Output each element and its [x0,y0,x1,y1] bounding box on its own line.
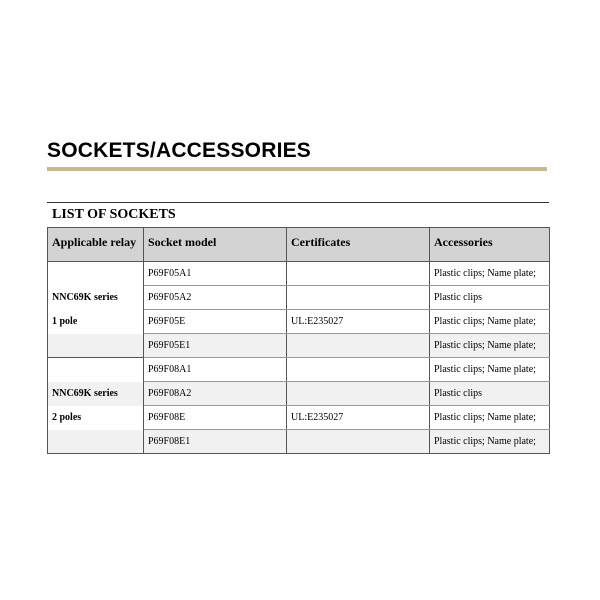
page-title: SOCKETS/ACCESSORIES [47,139,312,162]
table-row [48,358,550,382]
header-certificates: Certificates [287,228,430,262]
certificate-cell: UL:E235027 [287,406,430,430]
table-row [48,286,550,310]
sockets-table [47,227,550,454]
certificate-cell [287,382,430,406]
header-accessories: Accessories [430,228,550,262]
table-row [48,310,550,334]
socket-model-cell: P69F05E1 [144,334,287,358]
relay-cell [48,334,144,358]
relay-cell [48,262,144,286]
socket-model-cell: P69F08A2 [144,382,287,406]
header-applicable-relay: Applicable relay [48,228,144,262]
section-title: LIST OF SOCKETS [52,207,176,222]
relay-cell [48,430,144,454]
table-row [48,334,550,358]
socket-model-cell: P69F08E [144,406,287,430]
socket-model-cell: P69F05E [144,310,287,334]
accessories-cell: Plastic clips; Name plate; [430,262,550,286]
relay-cell: NNC69K series [48,286,144,310]
accessories-cell: Plastic clips; Name plate; [430,406,550,430]
table-row [48,382,550,406]
certificate-cell [287,358,430,382]
relay-cell [48,358,144,382]
socket-model-cell: P69F08A1 [144,358,287,382]
accessories-cell: Plastic clips; Name plate; [430,430,550,454]
certificate-cell: UL:E235027 [287,310,430,334]
relay-cell: NNC69K series [48,382,144,406]
table-row [48,262,550,286]
certificate-cell [287,286,430,310]
accessories-cell: Plastic clips; Name plate; [430,310,550,334]
socket-model-cell: P69F05A2 [144,286,287,310]
accessories-cell: Plastic clips [430,286,550,310]
accessories-cell: Plastic clips; Name plate; [430,358,550,382]
socket-model-cell: P69F08E1 [144,430,287,454]
certificate-cell [287,430,430,454]
table-row [48,406,550,430]
accessories-cell: Plastic clips; Name plate; [430,334,550,358]
section-divider [47,202,549,203]
relay-cell: 1 pole [48,310,144,334]
certificate-cell [287,334,430,358]
certificate-cell [287,262,430,286]
relay-cell: 2 poles [48,406,144,430]
header-socket-model: Socket model [144,228,287,262]
table-row [48,430,550,454]
socket-model-cell: P69F05A1 [144,262,287,286]
title-underline-rule [47,167,547,171]
table-header-row [48,228,550,262]
accessories-cell: Plastic clips [430,382,550,406]
